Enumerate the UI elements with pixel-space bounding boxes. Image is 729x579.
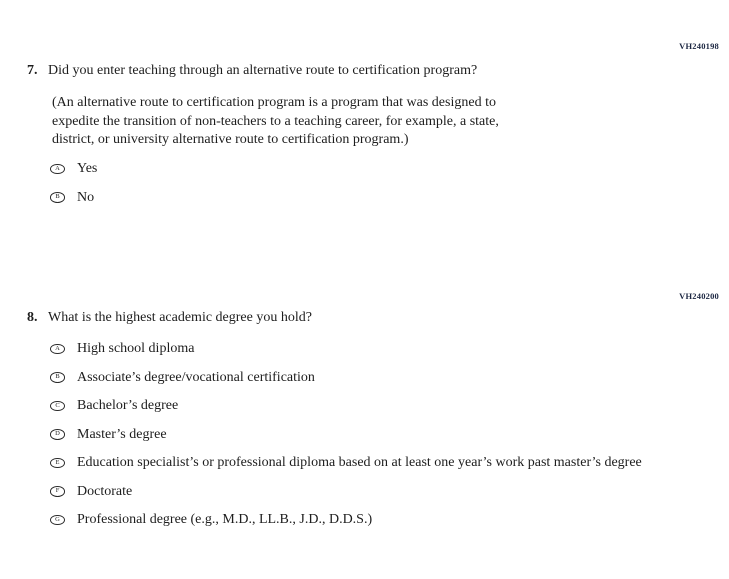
option-yes[interactable] [50,161,720,177]
answer-bubble-b-icon[interactable]: B [50,192,65,203]
question-7-options [50,161,720,218]
question-8-options [50,341,725,541]
option-label: Associate’s degree/vocational certification [77,369,315,385]
question-8-number: 8. [27,310,38,325]
option-label: High school diploma [77,341,195,356]
option-professional-degree[interactable] [50,512,725,528]
option-bachelors-degree[interactable] [50,398,725,414]
question-7-text: Did you enter teaching through an alternative route to certification program? [48,63,478,78]
question-7-number: 7. [27,63,38,78]
answer-bubble-c-icon[interactable]: C [50,401,65,412]
option-label: Professional degree (e.g., M.D., LL.B., J.D., D.D.S.) [77,512,373,527]
option-label: Education specialist’s or professional diploma based on at least one year’s work past master’s degree [77,455,642,470]
option-doctorate[interactable] [50,484,725,500]
item-code-q8: VH240200 [679,291,719,301]
option-label: Bachelor’s degree [77,398,179,413]
question-8-text: What is the highest academic degree you hold? [48,310,312,325]
answer-bubble-f-icon[interactable]: F [50,486,65,497]
question-7 [27,62,717,80]
option-masters-degree[interactable] [50,427,725,443]
note-line: (An alternative route to certification program is a program that was designed to [52,95,496,110]
option-label: Yes [77,161,98,176]
question-7-note [52,94,612,150]
question-8 [27,309,717,327]
answer-bubble-a-icon[interactable]: A [50,344,65,355]
note-line: district, or university alternative route to certification program.) [52,132,409,148]
option-label: Doctorate [77,483,133,499]
option-high-school-diploma[interactable] [50,341,725,357]
answer-bubble-d-icon[interactable]: D [50,429,65,440]
option-associates-degree[interactable] [50,370,725,386]
item-code-q7: VH240198 [679,41,719,51]
option-label: Master’s degree [77,426,167,442]
option-no[interactable] [50,190,720,206]
answer-bubble-a-icon[interactable]: A [50,164,65,175]
option-education-specialist[interactable] [50,455,725,471]
answer-bubble-b-icon[interactable]: B [50,372,65,383]
note-line: expedite the transition of non-teachers to a teaching career, for example, a state, [52,113,499,129]
option-label: No [77,189,95,205]
answer-bubble-e-icon[interactable]: E [50,458,65,469]
answer-bubble-g-icon[interactable]: G [50,515,65,526]
